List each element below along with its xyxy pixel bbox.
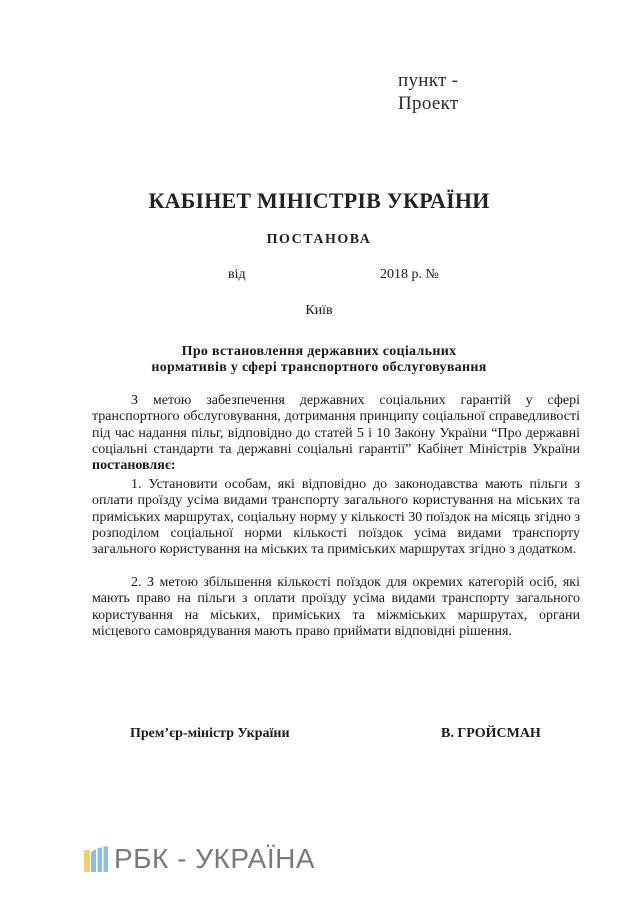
date-year: 2018 р. № xyxy=(380,267,439,282)
resolution-heading xyxy=(0,344,638,376)
heading-line-2: нормативів у сфері транспортного обслуговування xyxy=(151,360,487,375)
signatory-title: Прем’єр-міністр України xyxy=(130,726,290,741)
preamble-text: З метою забезпечення державних соціальних гарантій у сфері транспортного обслуговування, дотримання принципу соціальної справедливості під час надання пільг, відповідно до статей 5 і 10 Закону України “Про державні соціальні стандарти та державні соціальні гарантії” Кабінет Міністрів України xyxy=(92,393,580,457)
clause-2 xyxy=(92,575,580,640)
date-prefix: від xyxy=(228,267,246,282)
watermark-text: РБК - УКРАЇНА xyxy=(114,843,315,874)
clause-2-text: 2. З метою збільшення кількості поїздок для окремих категорій осіб, які мають право на пільги з оплати проїзду усіма видами транспорту загального користування на міських, приміських та міжміських маршрутах, органи місцевого самоврядування мають право приймати відповідні рішення. xyxy=(92,575,580,639)
clause-1 xyxy=(92,477,580,558)
preamble-bold: постановляє: xyxy=(92,458,176,474)
heading-line-1: Про встановлення державних соціальних xyxy=(181,344,457,359)
stamp-draft: Проект xyxy=(398,93,459,114)
stamp-note: пункт - xyxy=(398,70,459,91)
rbc-logo-icon xyxy=(84,846,108,872)
clause-1-text: 1. Установити особам, які відповідно до законодавства мають пільги з оплати проїзду усіма видами транспорту загального користування на міських та приміських маршрутах, соціальну норму у кількості 30 поїздок на місяць згідно з розподілом соціальної норми кількості поїздок усіма видами транспорту загального користування на міських та приміських маршрутах згідно з додатком. xyxy=(92,477,580,558)
city: Київ xyxy=(305,303,333,318)
preamble xyxy=(92,393,580,474)
document-title: КАБІНЕТ МІНІСТРІВ УКРАЇНИ xyxy=(148,188,490,213)
signatory-name: В. ГРОЙСМАН xyxy=(441,726,541,741)
document-type: ПОСТАНОВА xyxy=(266,232,372,247)
watermark-logo xyxy=(84,843,315,875)
